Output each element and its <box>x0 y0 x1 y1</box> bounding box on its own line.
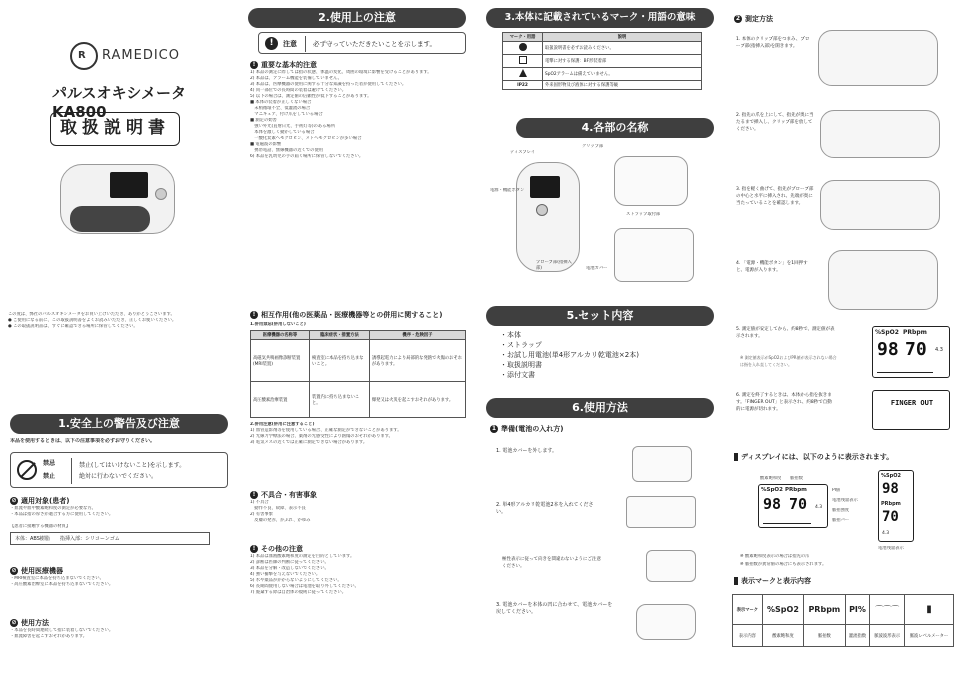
caution-box <box>258 32 466 54</box>
pr-unit: PRbpm <box>785 487 807 493</box>
basic-heading: ! 重要な基本的注意 <box>250 60 432 70</box>
label-cover: 電池カバー <box>586 266 608 271</box>
method-line: ・本品を長時間連続して指に装着しないでください。 <box>10 628 114 633</box>
text-line: 7) 廃棄する際は自治体の規則に従ってください。 <box>250 590 347 595</box>
pr-value: 70 <box>905 339 927 360</box>
table-row: 表示マーク %SpO2 PRbpm PI% ⌒⌒⌒ ▮ <box>733 595 954 625</box>
table-row: IP22 外来固形物及び液体に対する保護等級 <box>503 81 702 90</box>
label-pulse-bar: 脈拍バー <box>832 518 850 523</box>
pi-value: 4.3 <box>935 347 943 353</box>
text-line: 末梢循環不全、低灌流の場合 <box>250 106 311 111</box>
spo2-value: 98 <box>877 339 899 360</box>
manual-icon <box>519 43 527 51</box>
set-item: ・お試し用電池(単4形アルカリ乾電池×2本) <box>500 351 639 359</box>
prohibit-icon <box>17 460 37 480</box>
device-illustration <box>60 158 190 248</box>
pr-value: 70 <box>882 509 899 525</box>
text-line: 強い外光(直射日光、手術灯等)のある場所 <box>250 124 335 129</box>
caution-line: 1) 血管造影剤等を使用している場合、正確な測定ができないことがあります。 <box>250 428 402 433</box>
prohibit-text: 禁止(してはいけないこと)を示します。 <box>79 462 186 469</box>
set-item: ・本体 <box>500 331 521 339</box>
label-strength: 脈拍強度 <box>832 508 850 513</box>
env-line: ・MRI検査室に本品を持ち込まないでください。 <box>10 576 104 581</box>
measure-step-2: 2. 指先の爪を上にして、指先が奥に当たるまで挿入し、クリップ部を放してください。 <box>736 113 814 132</box>
text-line: 一酸化炭素ヘモグロビン、メトヘモグロビンが多い場合 <box>250 136 362 141</box>
spo2-unit: %SpO2 <box>875 329 899 336</box>
combo-title: 1.併用禁忌(併用しないこと) <box>250 322 306 327</box>
text-line: 携帯電話、無線機器の近くでの使用 <box>250 148 324 153</box>
interaction-heading: ! 相互作用(他の医薬品・医療機器等との併用に関すること) <box>250 310 466 320</box>
parts-diagram <box>486 140 716 290</box>
column-3 <box>486 0 716 676</box>
vertical-display <box>878 470 914 542</box>
spo2-unit: %SpO2 <box>881 473 901 479</box>
text-line: 1) 本品は血液酸素飽和度の測定を目的としています。 <box>250 554 355 559</box>
finger-illustration-1 <box>818 30 938 86</box>
adverse-line: 1) 不具合 <box>250 500 269 505</box>
caution-line: 2) 光線力学療法の場合、薬剤の光感受性により熱傷のおそれがあります。 <box>250 434 393 439</box>
method-heading: ⊘ 使用方法 <box>11 619 49 627</box>
display-preview <box>872 326 950 378</box>
other-heading: ! その他の注意 <box>250 544 359 554</box>
exclamation-small-icon: ! <box>250 61 258 69</box>
intro-line: ● ご使用になる前に、この取扱説明書をよくお読みいただき、正しくお使いください。 <box>8 318 177 323</box>
section-3-header: 3.本体に記載されているマーク・用語の意味 <box>486 8 714 28</box>
caution-label: 注意 <box>283 40 297 48</box>
pulse-wave-icon <box>877 367 933 373</box>
label-spo2: 酸素飽和度 <box>760 476 782 481</box>
measure-step-3: 3. 指を軽く曲げて、指先がプローブ部の中心と水平に挿入され、先端が奥に当たっていることを確認します。 <box>736 187 814 206</box>
table-row: 高磁気共鳴画像診断装置(MRI装置) 検査室に本品を持ち込まないこと。 誘導起電力により局部的な発熱で火傷のおそれがあります。 <box>251 340 466 382</box>
adverse-line: 動作不良、故障、表示不良 <box>250 506 306 511</box>
text-line: マニキュア、付け爪をしている場合 <box>250 112 323 117</box>
brand-logo-icon: R <box>70 42 98 70</box>
exclamation-icon: ! <box>265 37 278 50</box>
exclamation-small-icon: ! <box>250 311 258 319</box>
pulse-wave-icon <box>763 519 811 524</box>
set-item: ・添付文書 <box>500 371 535 379</box>
text-line: 5) 水や薬品がかからないようにしてください。 <box>250 578 342 583</box>
section-1-header: 1.安全上の警告及び注意 <box>10 414 228 434</box>
battery-level-label: 電池残量表示 <box>878 546 904 551</box>
set-item: ・ストラップ <box>500 341 542 349</box>
exclamation-small-icon: ! <box>250 545 258 553</box>
display-marks-table <box>732 594 954 647</box>
text-line: 3) 本品を分解・改造しないでください。 <box>250 566 329 571</box>
pi-value: 4.3 <box>815 505 823 510</box>
text-line: 1) 本品の測定に際しては指の状態、体温の変化、周囲の環境に影響を受けることがあります。 <box>250 70 432 75</box>
text-line: 3) 本品は、医療機器の使用に関する十分な知識を持った者が使用してください。 <box>250 82 407 87</box>
method-line: ・血流障害を起こすおそれがあります。 <box>10 634 87 639</box>
brand-name: RAMEDICO <box>102 48 180 63</box>
prohibit-box <box>10 452 228 488</box>
product-name: パルスオキシメータ KA800 <box>52 84 186 121</box>
text-line: 2) 本品は、アラーム機能を装備していません。 <box>250 76 342 81</box>
set-item: ・取扱説明書 <box>500 361 542 369</box>
label-battery: 電池残量表示 <box>832 498 858 503</box>
prohibit-small-icon: ⊘ <box>11 497 17 504</box>
finger-out-text: FINGER OUT <box>890 399 934 407</box>
battery-illustration-1 <box>632 446 692 482</box>
measure-step-6: 6. 測定を終了するときは、本体から指を抜きます。「FINGER OUT」と表示され、約8秒で自動的に電源が切れます。 <box>736 393 832 412</box>
text-line: 6) 長期間使用しない場合は電池を取り外してください。 <box>250 584 359 589</box>
label-clip: クリップ部 <box>582 144 604 149</box>
caution-line: 3) 電気メスの近くでは正確に測定できない場合があります。 <box>250 440 368 445</box>
text-line: 6) 本品を乳幼児の手の届く場所に保管しないでください。 <box>250 154 364 159</box>
label-pr: 脈拍数 <box>790 476 803 481</box>
material-box: 本体：ABS樹脂 指挿入部：シリコーンゴム <box>10 532 210 545</box>
prohibit-label-2: 禁止 <box>43 473 56 480</box>
display-heading: ディスプレイには、以下のように表示されます。 <box>734 452 893 462</box>
battery-illustration-4 <box>636 604 696 640</box>
section-4-header: 4.各部の名称 <box>516 118 714 138</box>
measure-step-4: 4. 「電源・機能ボタン」を1回押すと、電源が入ります。 <box>736 261 808 273</box>
pr-unit: PRbpm <box>903 329 927 336</box>
marks-meaning-table: マーク・用語 説明 取扱説明書を必ずお読みください。 電撃に対する保護：BF形装着部 SpO2アラームは備えていません。 IP22 外来固形物及び液体に対する保護等級 <box>502 32 702 90</box>
spo2-unit: %SpO2 <box>761 487 783 493</box>
measure-step-1: 1. 本体のクリップ部をつまみ、プローブ部(指挿入部)を開きます。 <box>736 37 810 49</box>
text-line: 4) 強い衝撃を与えないでください。 <box>250 572 321 577</box>
label-display: ディスプレイ <box>510 150 536 155</box>
display-diagram <box>758 484 828 528</box>
display-note-2: ※ 脈拍数が異常値の場合にも表示されます。 <box>740 562 827 567</box>
text-line: ■ 測定の妨害 <box>250 118 277 123</box>
section-2-header: 2.使用上の注意 <box>248 8 466 28</box>
measure-heading: 2 測定方法 <box>735 15 773 23</box>
table-row: 電撃に対する保護：BF形装着部 <box>503 55 702 68</box>
label-button: 電源・機能ボタン <box>490 188 525 193</box>
measure-step-5-note: ※ 測定値表示がSpO2およびPR値が表示されない場合は指を入れ直してください。 <box>740 355 837 367</box>
bf-type-icon <box>519 56 527 64</box>
column-4 <box>728 0 960 676</box>
adverse-heading: ! 不具合・有害事象 <box>250 490 317 500</box>
finger-illustration-2 <box>820 110 940 158</box>
spo2-value: 98 <box>763 495 782 513</box>
battery-step-2: 2. 単4形アルカリ乾電池2本を入れてください。 <box>496 502 594 515</box>
prohibit-small-icon: ⊘ <box>11 619 17 626</box>
pr-unit: PRbpm <box>881 501 901 507</box>
s1-lead: 本品を使用するときは、以下の注意事項を必ずお守りください。 <box>10 438 156 444</box>
env-line: ・高圧酸素治療室に本品を持ち込まないでください。 <box>10 582 114 587</box>
column-2 <box>248 0 470 676</box>
spo2-value: 98 <box>882 481 899 497</box>
prohibit-label-1: 禁忌 <box>43 460 56 467</box>
pulse-wave-icon: ⌒⌒⌒ <box>875 605 900 614</box>
battery-illustration-2 <box>626 496 696 528</box>
adverse-line: 皮膚の発赤、かぶれ、かゆみ <box>250 518 311 523</box>
table-row: 表示内容 酸素飽和度 脈拍数 灌流指数 脈波波形表示 脈波レベルメーター <box>733 625 954 647</box>
combo-table: 医療機器の名称等 臨床症状・措置方法 機序・危険因子 高磁気共鳴画像診断装置(MRI装置) 検査室に本品を持ち込まないこと。 誘導起電力により局部的な発熱で火傷のおそれがあります。 高圧酸素治療装置 装置内に持ち込まないこと。 爆発又は火災を起こすおそれがあります。 <box>250 330 466 418</box>
prohibit-small-icon: ⊘ <box>11 567 17 574</box>
target-line: ・本品は指の厚さが適合する方に使用してください。 <box>10 512 114 517</box>
target-line: ・血流や血中酸素飽和度の測定が必要な方。 <box>10 506 96 511</box>
material-title: 【患者に接触する機器の材質】 <box>10 524 71 529</box>
intro-line: ● この取扱説明書は、すぐに確認できる場所に保管してください。 <box>8 324 138 329</box>
marks-heading: 表示マークと表示内容 <box>734 576 811 586</box>
manual-title: 取扱説明書 <box>50 112 180 146</box>
intro-line: この度は、弊社のパルスオキシメータをお買い上げいただき、ありがとうございます。 <box>8 312 175 317</box>
pi-value: 4.3 <box>882 531 890 536</box>
text-line: ■ 電磁波の影響 <box>250 142 282 147</box>
target-heading: ⊘ 適用対象(患者) <box>11 497 70 505</box>
caution-combo-title: 2.併用注意(併用に注意すること) <box>250 422 315 427</box>
finger-illustration-4 <box>828 250 938 310</box>
text-line: ■ 本体の装着が正しくない場合 <box>250 100 312 105</box>
text-line: 4) 同一部位での長時間の装着は避けてください。 <box>250 88 347 93</box>
battery-note: 極性表示に従って向きを間違わないようにご注意ください。 <box>502 557 601 569</box>
finger-illustration-3 <box>820 180 940 230</box>
battery-illustration-3 <box>646 550 696 582</box>
column-1 <box>0 0 232 676</box>
text-line: 2) 診断は医師の判断に従ってください。 <box>250 560 329 565</box>
battery-step-3: 3. 電池カバーを本体の凹に合わせて、電池カバーを戻してください。 <box>496 602 613 615</box>
battery-step-1: 1. 電池カバーを外します。 <box>496 448 557 454</box>
adverse-line: 2) 有害事象 <box>250 512 273 517</box>
table-row: 取扱説明書を必ずお読みください。 <box>503 42 702 55</box>
display-note: ※ 酸素飽和度表示の場合は指先の爪 <box>740 554 810 559</box>
label-probe: プローブ部(指挿入部) <box>536 260 572 271</box>
section-5-header: 5.セット内容 <box>486 306 714 326</box>
text-line: 本体を激しく動かしている場合 <box>250 130 315 135</box>
pr-value: 70 <box>789 495 808 513</box>
battery-heading: 1 準備(電池の入れ方) <box>491 425 564 433</box>
env-heading: ⊘ 使用医療機器 <box>11 567 63 575</box>
prohibit-text: 絶対に行わないでください。 <box>79 473 158 480</box>
exclamation-small-icon: ! <box>250 491 258 499</box>
table-row: SpO2アラームは備えていません。 <box>503 68 702 81</box>
label-pi: PI値 <box>832 488 841 493</box>
no-alarm-icon <box>519 69 527 77</box>
table-row: 高圧酸素治療装置 装置内に持ち込まないこと。 爆発又は火災を起こすおそれがあります。 <box>251 382 466 418</box>
label-strap: ストラップ取付部 <box>626 212 661 217</box>
section-6-header: 6.使用方法 <box>486 398 714 418</box>
caution-text: 必ず守っていただきたいことを示します。 <box>313 40 436 48</box>
text-line: 5) 以下の場合は、測定値の信頼性が低下することがあります。 <box>250 94 372 99</box>
finger-out-display <box>872 390 950 430</box>
measure-step-5: 5. 測定値が安定してから、約8秒で、測定値が表示されます。 <box>736 327 835 339</box>
